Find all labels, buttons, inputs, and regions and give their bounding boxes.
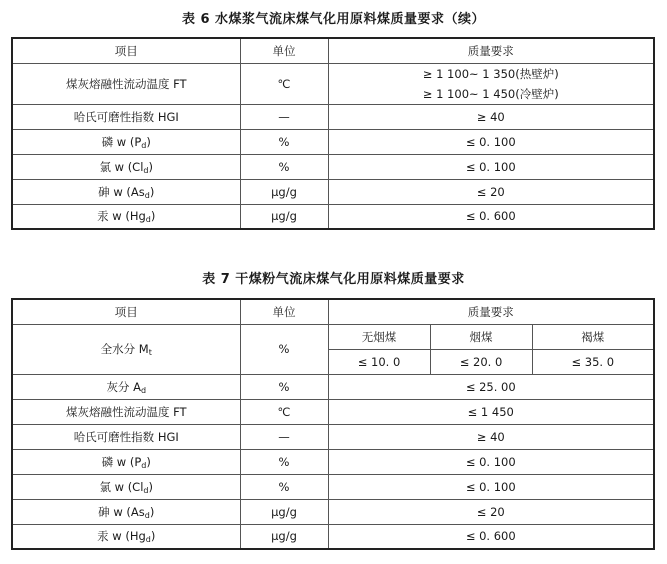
table-row: [12, 374, 654, 399]
subheader-lignite: 褐煤: [532, 324, 654, 349]
row-item: 汞 w $(Hg_d)$: [12, 524, 240, 549]
table-row: [12, 63, 654, 104]
moisture-value-anthracite: ≤ 10. 0: [328, 349, 430, 374]
table-row: [12, 179, 654, 204]
row-requirement: ≤ 25. 00: [328, 374, 654, 399]
row-requirement: ≤ 20: [328, 499, 654, 524]
row-requirement: ≥ 40: [328, 424, 654, 449]
row-item: 哈氏可磨性指数 HGI: [12, 424, 240, 449]
header-item: 项目: [12, 38, 240, 63]
row-requirement: ≤ 0. 100: [328, 449, 654, 474]
row-item: 哈氏可磨性指数 HGI: [12, 104, 240, 129]
row-item: 磷 w $(P_d)$: [12, 449, 240, 474]
row-unit: μg/g: [240, 499, 328, 524]
table-row: [12, 129, 654, 154]
row-unit: %: [240, 324, 328, 374]
row-requirement: ≤ 0. 100: [328, 154, 654, 179]
table6: [11, 37, 655, 230]
table7-header-row: [12, 299, 654, 324]
table7-caption: 表 7 干煤粉气流床煤气化用原料煤质量要求: [202, 272, 465, 287]
table-row: [12, 474, 654, 499]
row-unit: —: [240, 424, 328, 449]
row-requirement: ≤ 1 450: [328, 399, 654, 424]
row-unit: ℃: [240, 63, 328, 104]
table-row: [12, 324, 654, 349]
row-item: 砷 w $(As_d)$: [12, 179, 240, 204]
table-row: [12, 449, 654, 474]
row-requirement: [328, 63, 654, 104]
row-unit: μg/g: [240, 524, 328, 549]
row-unit: %: [240, 474, 328, 499]
row-requirement: ≥ 40: [328, 104, 654, 129]
table-row: [12, 424, 654, 449]
row-requirement: ≤ 0. 100: [328, 129, 654, 154]
row-requirement: ≤ 20: [328, 179, 654, 204]
table-row: [12, 524, 654, 549]
row-unit: μg/g: [240, 179, 328, 204]
row-item-moisture: 全水分 $M_t$: [12, 324, 240, 374]
table-row: [12, 204, 654, 229]
row-item: 汞 w $(Hg_d)$: [12, 204, 240, 229]
row-item: 砷 w $(As_d)$: [12, 499, 240, 524]
row-unit: %: [240, 374, 328, 399]
row-unit: %: [240, 129, 328, 154]
row-item: 氯 w $(Cl_d)$: [12, 474, 240, 499]
row-unit: %: [240, 154, 328, 179]
requirement-line-cold-wall: ≥ 1 100~ 1 450(冷壁炉): [422, 86, 559, 101]
header-unit: 单位: [240, 299, 328, 324]
row-item: 灰分 $A_d$: [12, 374, 240, 399]
row-item: 煤灰熔融性流动温度 FT: [12, 399, 240, 424]
table7: [11, 298, 655, 550]
moisture-value-bituminous: ≤ 20. 0: [430, 349, 532, 374]
row-unit: %: [240, 449, 328, 474]
header-requirement: 质量要求: [328, 299, 654, 324]
table-row: [12, 104, 654, 129]
moisture-value-lignite: ≤ 35. 0: [532, 349, 654, 374]
table6-caption: 表 6 水煤浆气流床煤气化用原料煤质量要求（续）: [181, 12, 486, 27]
row-unit: —: [240, 104, 328, 129]
row-unit: μg/g: [240, 204, 328, 229]
subheader-bituminous: 烟煤: [430, 324, 532, 349]
row-item: 煤灰熔融性流动温度 FT: [12, 63, 240, 104]
header-item: 项目: [12, 299, 240, 324]
table-row: [12, 399, 654, 424]
header-requirement: 质量要求: [328, 38, 654, 63]
row-requirement: ≤ 0. 600: [328, 524, 654, 549]
header-unit: 单位: [240, 38, 328, 63]
subheader-anthracite: 无烟煤: [328, 324, 430, 349]
table-row: [12, 154, 654, 179]
table-row: [12, 499, 654, 524]
requirement-line-hot-wall: ≥ 1 100~ 1 350(热壁炉): [422, 66, 559, 81]
row-requirement: ≤ 0. 100: [328, 474, 654, 499]
row-item: 磷 w $(P_d)$: [12, 129, 240, 154]
row-requirement: ≤ 0. 600: [328, 204, 654, 229]
row-unit: ℃: [240, 399, 328, 424]
row-item: 氯 w $(Cl_d)$: [12, 154, 240, 179]
table6-header-row: [12, 38, 654, 63]
